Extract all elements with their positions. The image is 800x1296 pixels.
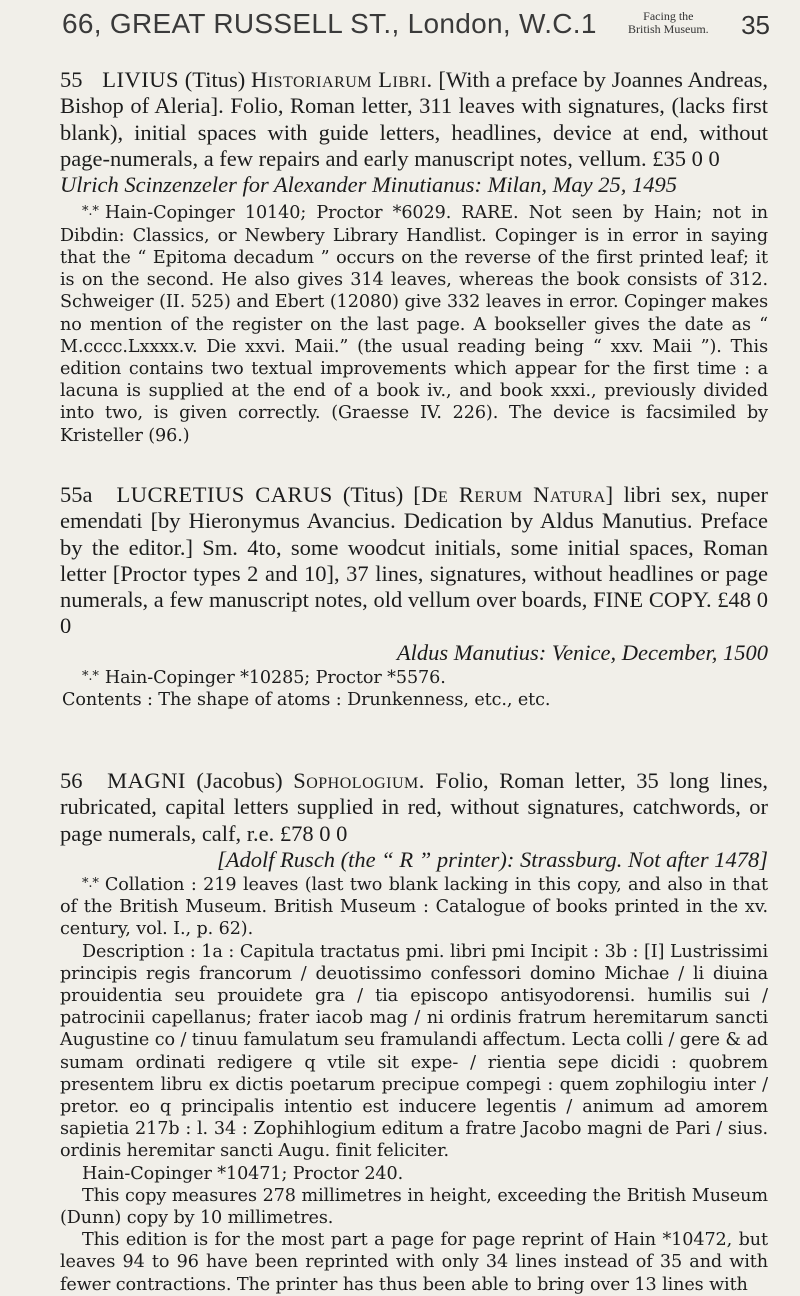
imprint: Ulrich Scinzenzeler for Alexander Minutianus: Milan, May 25, 1495 [60,172,677,198]
work-title: [De Rerum Natura] [413,482,614,507]
work-title: Historiarum Libri. [251,67,433,92]
facing-note: Facing the British Museum. [628,9,709,36]
entry-description [60,768,768,847]
author-name: LUCRETIUS CARUS [116,482,333,507]
physical-description: [With a preface by Joannes Andreas, Bishop of Aleria]. Folio, Roman letter, 311 leaves with signatures, (lacks first blank), initial spaces with guide letters, headlines, device at end, without page-numerals, a few repairs and early manuscript notes, vellum. [60,67,769,171]
lot-number: 55 [60,67,83,92]
collation-note: *.* Collation : 219 leaves (last two blank lacking in this copy, and also in that of the British Museum. British Museum : Catalogue of books printed in the xv. century, vol. I., p. 62). [60,874,768,940]
work-title: Sophologium. [293,768,425,793]
page-number: 35 [741,10,770,40]
price: £48 0 0 [60,587,769,639]
physical-description: Folio, Roman letter, 35 long lines, rubricated, capital letters supplied in red, without signatures, catchwords, or page numerals, calf, r.e. [60,768,769,846]
author-name: LIVIUS [102,67,180,92]
imprint: [Adolf Rusch (the “ R ” printer): Strassburg. Not after 1478] [216,846,768,872]
price: £35 0 0 [652,145,720,171]
entry-description [60,67,768,172]
entry-description [60,482,768,640]
page-header [62,8,770,52]
author-name: MAGNI [107,768,186,793]
bibliographic-note: *.* Hain-Copinger 10140; Proctor *6029. RARE. Not seen by Hain; not in Dibdin: Classics, or Newbery Library Handlist. Copinger is in error in saying that the “ Epitoma decadum ” occurs on the reverse of the first printed leaf; it is on the second. He also gives 314 leaves, whereas the book consists of 312. Schweiger (II. 525) and Ebert (12080) give 332 leaves in error. Copinger makes no mention of the register on the last page. A bookseller gives the date as “ M.cccc.Lxxxx.v. Die xxvi. Maii.” (the usual reading being “ xxv. Maii ”). This edition contains two textual improvements which appear for the first time : a lacuna is supplied at the end of a book iv., and book xxxi., previously divided into two, is given correctly. (Graesse IV. 226). The device is facsimiled by Kristeller (96.) [60,203,768,446]
bookseller-address: 66, GREAT RUSSELL ST., London, W.C.1 [62,8,597,39]
contents-note: Contents : The shape of atoms : Drunkenness, etc., etc. [62,689,551,710]
author-forename: (Titus) [342,482,404,507]
bibliographic-note: Hain-Copinger *10471; Proctor 240. [82,1163,404,1184]
description-note: Description : 1a : Capitula tractatus pmi. libri pmi Incipit : 3b : [I] Lustrissimi principis regis francorum / deuotissimo confessori domino Michae / li diuina prouidentia seu prouidete gra / tia episcopo antisyodorensi. humilis sui / patrocinii capellanus; frater iacob mag / ni ordinis fratrum heremitarum sancti Augustine co / tinuu famulatum seu framulandi affectum. Lecta colli / gere & ad sumam ordinati redigere q vtile sit expe- / rientia sepe dicidi : quobrem presentem libru ex dictis poetarum precipue compegi : quem zophilogiu inter / pretor. eo q principalis intentio est inducere legentis / animum ad amorem sapietia 217b : l. 34 : Zophihlogium editum a fratre Jacobo magni de Pari / sius. ordinis heremitar sancti Augu. finit feliciter. [60,941,768,1162]
measurement-note: This copy measures 278 millimetres in height, exceeding the British Museum (Dunn) copy by 10 millimetres. [60,1185,768,1228]
author-forename: (Jacobus) [196,768,283,793]
catalogue-entry-55 [60,67,768,447]
edition-note: This edition is for the most part a page for page reprint of Hain *10472, but leaves 94 to 96 have been reprinted with only 34 lines instead of 35 and with fewer contractions. The printer has thus been able to bring over 13 lines with [60,1230,768,1295]
physical-description: libri sex, nuper emendati [by Hieronymus Avancius. Dedication by Aldus Manutius. Preface by the editor.] Sm. 4to, some woodcut initials, some initial spaces, Roman letter [Proctor types 2 and 10], 37 lines, signatures, without headlines or page numerals, a few manuscript notes, old vellum over boards, FINE COPY. [60,482,769,613]
price: £78 0 0 [279,820,348,846]
author-forename: (Titus) [184,67,246,92]
catalogue-entry-55a [60,482,768,711]
lot-number: 56 [60,768,83,793]
bibliographic-note: *.* Hain-Copinger *10285; Proctor *5576. [82,667,446,688]
imprint: Aldus Manutius: Venice, December, 1500 [396,639,768,665]
catalogue-entry-56 [60,768,768,1296]
lot-number: 55a [60,482,93,507]
